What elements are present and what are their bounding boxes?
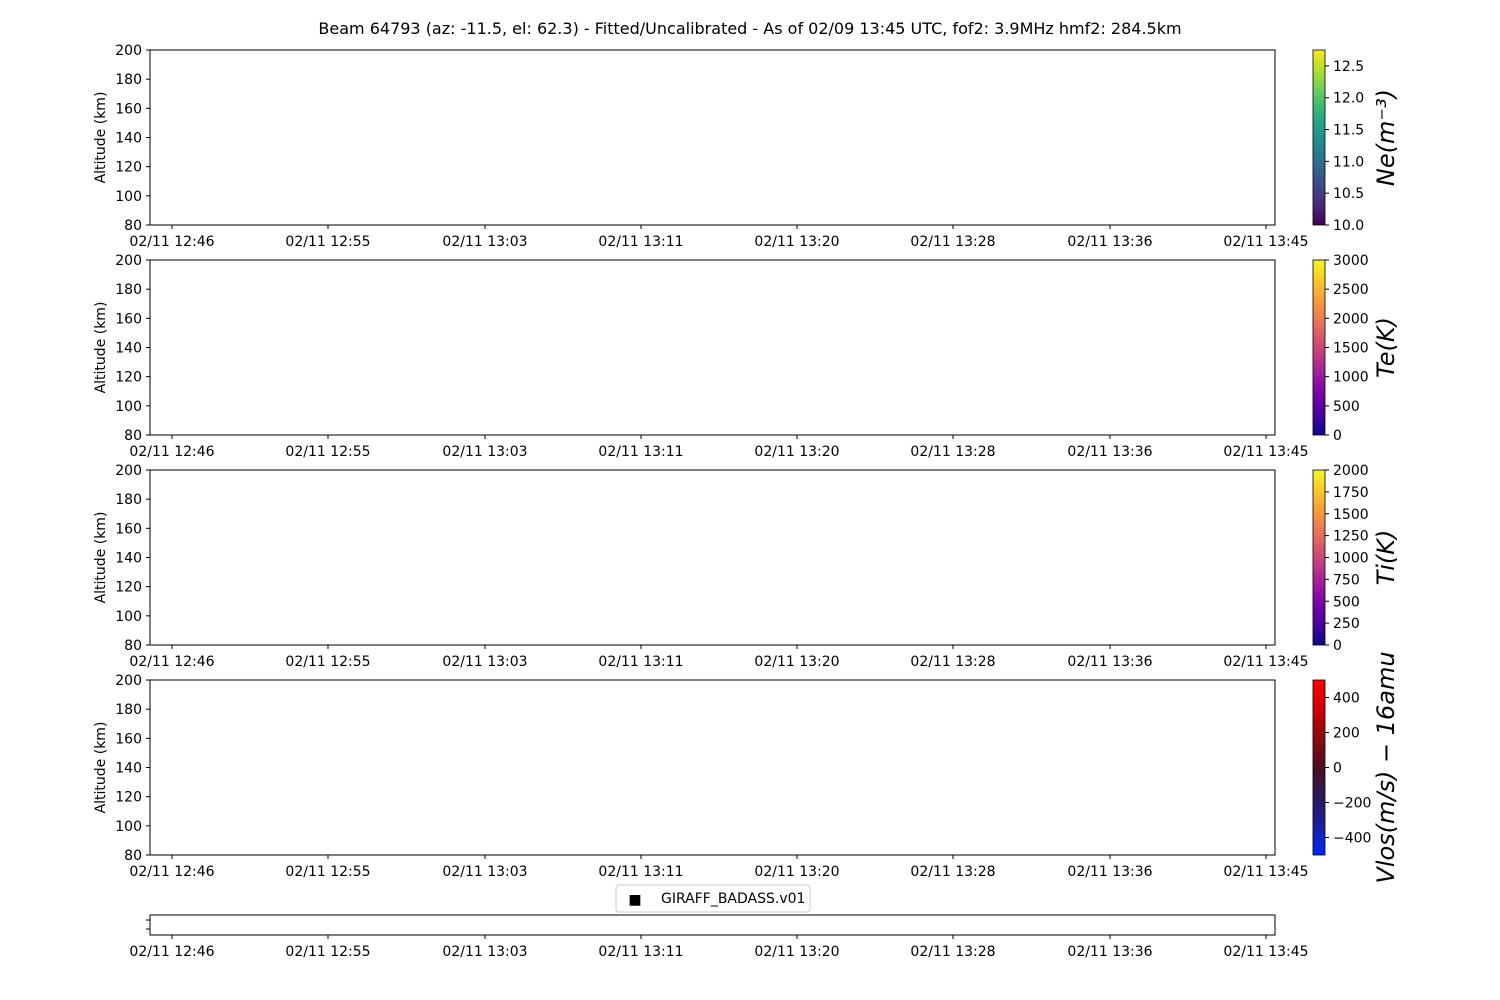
x-tick-label: 02/11 12:46 xyxy=(129,654,215,670)
colorbar xyxy=(1313,50,1325,225)
colorbar-tick-label: 12.0 xyxy=(1333,90,1365,107)
x-tick-label: 02/11 13:20 xyxy=(754,944,840,960)
x-tick-label: 02/11 13:28 xyxy=(910,944,996,960)
y-axis-label: Altitude (km) xyxy=(93,91,109,184)
y-tick-label: 140 xyxy=(115,340,142,357)
y-tick-label: 80 xyxy=(124,848,142,864)
plot-area xyxy=(150,915,1275,935)
colorbar-tick-label: 1500 xyxy=(1333,506,1369,523)
y-tick-label: 200 xyxy=(115,673,142,689)
y-tick-label: 180 xyxy=(115,282,142,299)
y-tick-label: 80 xyxy=(124,428,142,444)
colorbar-tick-label: 200 xyxy=(1333,725,1360,742)
y-tick-label: 120 xyxy=(115,369,142,386)
colorbar-tick-label: 1250 xyxy=(1333,528,1369,545)
y-tick-label: 100 xyxy=(115,398,142,415)
colorbar-label: Vlos(m/s) − 16amu xyxy=(1372,651,1400,884)
colorbar-tick-label: 400 xyxy=(1333,690,1360,707)
y-tick-label: 140 xyxy=(115,130,142,147)
colorbar-tick-label: 0 xyxy=(1333,760,1342,777)
x-tick-label: 02/11 13:11 xyxy=(598,864,684,880)
plot-area xyxy=(150,260,1275,435)
y-tick-label: 160 xyxy=(115,101,142,118)
panel-3 xyxy=(93,463,1400,670)
y-tick-label: 140 xyxy=(115,550,142,567)
y-tick-label: 120 xyxy=(115,159,142,176)
x-tick-label: 02/11 12:46 xyxy=(129,444,215,460)
y-tick-label: 180 xyxy=(115,72,142,89)
colorbar-tick-label: 11.0 xyxy=(1333,154,1365,171)
x-tick-label: 02/11 13:45 xyxy=(1223,234,1309,250)
y-axis-label: Altitude (km) xyxy=(93,301,109,394)
y-tick-label: 160 xyxy=(115,311,142,328)
x-tick-label: 02/11 13:20 xyxy=(754,444,840,460)
colorbar-tick-label: 500 xyxy=(1333,398,1360,415)
colorbar-tick-label: 2000 xyxy=(1333,311,1369,328)
y-tick-label: 200 xyxy=(115,43,142,59)
plot-area xyxy=(150,50,1275,225)
colorbar-tick-label: 1000 xyxy=(1333,369,1369,386)
x-tick-label: 02/11 13:36 xyxy=(1067,654,1153,670)
x-tick-label: 02/11 13:36 xyxy=(1067,944,1153,960)
colorbar-label: Ne(m⁻³) xyxy=(1372,88,1400,187)
colorbar xyxy=(1313,470,1325,645)
legend-marker: ■ xyxy=(628,892,642,908)
colorbar-tick-label: 1500 xyxy=(1333,340,1369,357)
colorbar-tick-label: 10.0 xyxy=(1333,218,1365,234)
y-tick-label: 80 xyxy=(124,638,142,654)
x-tick-label: 02/11 13:36 xyxy=(1067,444,1153,460)
x-tick-label: 02/11 13:11 xyxy=(598,234,684,250)
colorbar-tick-label: 0 xyxy=(1333,428,1342,444)
plot-area xyxy=(150,680,1275,855)
figure-title: Beam 64793 (az: -11.5, el: 62.3) - Fitted/Uncalibrated - As of 02/09 13:45 UTC, fof2: 3.9MHz hmf2: 284.5km xyxy=(318,19,1182,38)
x-tick-label: 02/11 13:28 xyxy=(910,864,996,880)
colorbar-tick-label: 500 xyxy=(1333,594,1360,611)
colorbar-tick-label: 10.5 xyxy=(1333,186,1365,203)
colorbar-tick-label: −200 xyxy=(1333,795,1372,812)
panel-4 xyxy=(93,651,1400,883)
x-tick-label: 02/11 13:45 xyxy=(1223,654,1309,670)
colorbar-tick-label: 750 xyxy=(1333,572,1360,589)
y-tick-label: 100 xyxy=(115,188,142,205)
y-axis-label: Altitude (km) xyxy=(93,721,109,814)
panel-5 xyxy=(129,915,1308,960)
y-tick-label: 200 xyxy=(115,253,142,269)
x-tick-label: 02/11 13:20 xyxy=(754,864,840,880)
y-tick-label: 180 xyxy=(115,702,142,719)
x-tick-label: 02/11 13:45 xyxy=(1223,944,1309,960)
x-tick-label: 02/11 13:45 xyxy=(1223,444,1309,460)
colorbar-tick-label: −400 xyxy=(1333,830,1372,847)
x-tick-label: 02/11 13:03 xyxy=(442,864,528,880)
colorbar xyxy=(1313,680,1325,855)
y-tick-label: 120 xyxy=(115,789,142,806)
panel-2 xyxy=(93,253,1400,460)
x-tick-label: 02/11 13:03 xyxy=(442,234,528,250)
x-tick-label: 02/11 13:28 xyxy=(910,654,996,670)
y-tick-label: 80 xyxy=(124,218,142,234)
colorbar-tick-label: 12.5 xyxy=(1333,58,1365,75)
x-tick-label: 02/11 13:11 xyxy=(598,944,684,960)
x-tick-label: 02/11 12:55 xyxy=(285,944,371,960)
x-tick-label: 02/11 12:55 xyxy=(285,234,371,250)
colorbar-tick-label: 1750 xyxy=(1333,484,1369,501)
y-tick-label: 120 xyxy=(115,579,142,596)
colorbar xyxy=(1313,260,1325,435)
x-tick-label: 02/11 13:28 xyxy=(910,444,996,460)
x-tick-label: 02/11 12:46 xyxy=(129,944,215,960)
colorbar-tick-label: 0 xyxy=(1333,638,1342,654)
y-tick-label: 160 xyxy=(115,521,142,538)
x-tick-label: 02/11 12:55 xyxy=(285,864,371,880)
panel-1 xyxy=(93,43,1400,250)
y-tick-label: 100 xyxy=(115,818,142,835)
y-tick-label: 200 xyxy=(115,463,142,479)
x-tick-label: 02/11 13:20 xyxy=(754,234,840,250)
x-tick-label: 02/11 12:46 xyxy=(129,234,215,250)
colorbar-tick-label: 11.5 xyxy=(1333,122,1365,139)
x-tick-label: 02/11 12:46 xyxy=(129,864,215,880)
x-tick-label: 02/11 12:55 xyxy=(285,444,371,460)
colorbar-tick-label: 250 xyxy=(1333,616,1360,633)
colorbar-tick-label: 3000 xyxy=(1333,253,1369,269)
x-tick-label: 02/11 13:03 xyxy=(442,654,528,670)
y-tick-label: 180 xyxy=(115,492,142,509)
x-tick-label: 02/11 13:11 xyxy=(598,654,684,670)
y-tick-label: 100 xyxy=(115,608,142,625)
x-tick-label: 02/11 13:20 xyxy=(754,654,840,670)
x-tick-label: 02/11 13:36 xyxy=(1067,864,1153,880)
x-tick-label: 02/11 13:11 xyxy=(598,444,684,460)
y-tick-label: 140 xyxy=(115,760,142,777)
x-tick-label: 02/11 12:55 xyxy=(285,654,371,670)
x-tick-label: 02/11 13:03 xyxy=(442,944,528,960)
x-tick-label: 02/11 13:36 xyxy=(1067,234,1153,250)
legend xyxy=(616,885,810,912)
colorbar-label: Ti(K) xyxy=(1372,529,1400,586)
colorbar-tick-label: 2000 xyxy=(1333,463,1369,479)
plot-area xyxy=(150,470,1275,645)
colorbar-label: Te(K) xyxy=(1372,317,1400,378)
panels xyxy=(93,43,1400,960)
x-tick-label: 02/11 13:45 xyxy=(1223,864,1309,880)
colorbar-tick-label: 2500 xyxy=(1333,282,1369,299)
x-tick-label: 02/11 13:03 xyxy=(442,444,528,460)
y-tick-label: 160 xyxy=(115,731,142,748)
legend-label: GIRAFF_BADASS.v01 xyxy=(661,891,806,907)
y-axis-label: Altitude (km) xyxy=(93,511,109,604)
colorbar-tick-label: 1000 xyxy=(1333,550,1369,567)
x-tick-label: 02/11 13:28 xyxy=(910,234,996,250)
